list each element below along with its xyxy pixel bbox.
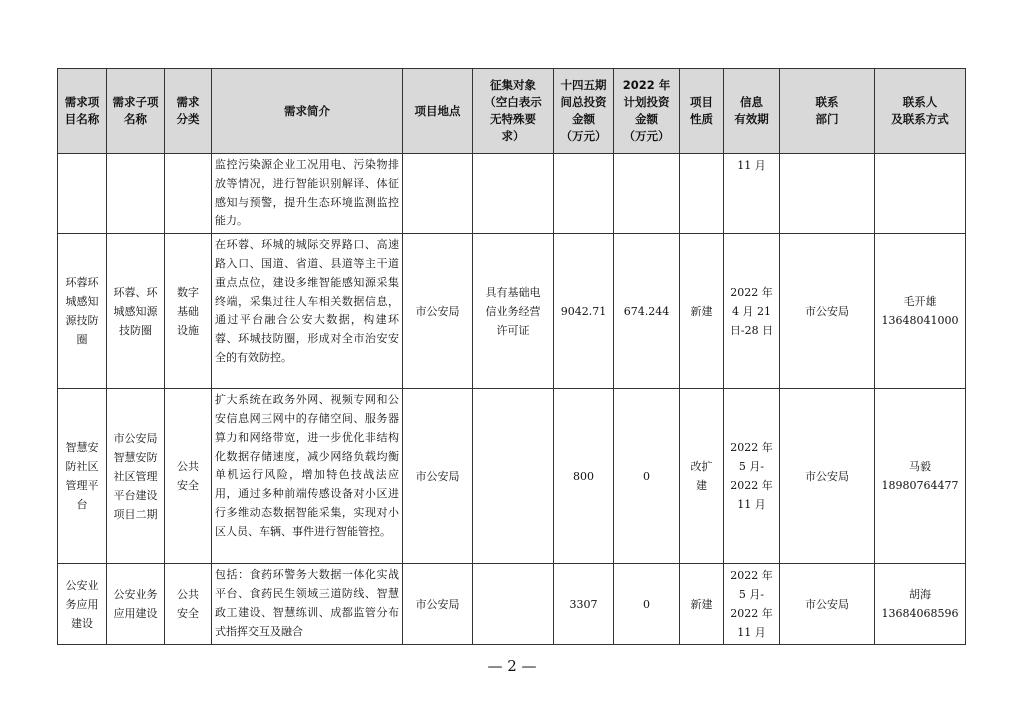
cell-contact: 马毅 18980764477: [875, 389, 966, 564]
cell-category: 数字 基础 设施: [165, 234, 212, 389]
cell-plan: [614, 154, 680, 234]
cell-target: [473, 154, 554, 234]
cell-location: 市公安局: [403, 564, 473, 645]
cell-sub: 环蓉、环 城感知源 技防圈: [107, 234, 165, 389]
cell-sub: 公安业务 应用建设: [107, 564, 165, 645]
cell-target: [473, 564, 554, 645]
table-row: [58, 389, 966, 564]
cell-validity: 2022 年 5 月- 2022 年 11 月: [724, 564, 780, 645]
cell-validity: 2022 年 5 月- 2022 年 11 月: [724, 389, 780, 564]
cell-nature: 新建: [680, 234, 724, 389]
cell-nature: [680, 154, 724, 234]
cell-name: 环蓉环 城感知 源技防 圈: [58, 234, 107, 389]
cell-contact: 毛开雄 13648041000: [875, 234, 966, 389]
cell-plan: 0: [614, 564, 680, 645]
table-header-row: [58, 69, 966, 154]
cell-contact: 胡海 13684068596: [875, 564, 966, 645]
cell-description: 在环蓉、环城的城际交界路口、高速路入口、国道、省道、县道等主干道重点点位，建设多维智能感知源采集终端，采集过往人车相关数据信息，通过平台融合公安大数据，构建环蓉、环城技防圈，形成对全市治安安全的有效防控。: [212, 234, 403, 389]
cell-total: 800: [554, 389, 614, 564]
cell-nature: 新建: [680, 564, 724, 645]
cell-sub: [107, 154, 165, 234]
table-row: [58, 234, 966, 389]
cell-name: [58, 154, 107, 234]
cell-name: 公安业 务应用 建设: [58, 564, 107, 645]
header-total-investment: 十四五期 间总投资 金额 （万元）: [554, 69, 614, 154]
cell-plan: 674.244: [614, 234, 680, 389]
header-project-name: 需求项 目名称: [58, 69, 107, 154]
header-nature: 项目 性质: [680, 69, 724, 154]
header-department: 联系 部门: [780, 69, 875, 154]
header-location: 项目地点: [403, 69, 473, 154]
cell-location: 市公安局: [403, 234, 473, 389]
cell-total: [554, 154, 614, 234]
cell-department: [780, 154, 875, 234]
cell-location: [403, 154, 473, 234]
cell-location: 市公安局: [403, 389, 473, 564]
cell-department: 市公安局: [780, 389, 875, 564]
header-description: 需求简介: [212, 69, 403, 154]
table-row: [58, 154, 966, 234]
cell-validity: 2022 年 4 月 21 日-28 日: [724, 234, 780, 389]
cell-target: 具有基础电 信业务经营 许可证: [473, 234, 554, 389]
cell-target: [473, 389, 554, 564]
cell-total: 3307: [554, 564, 614, 645]
header-category: 需求 分类: [165, 69, 212, 154]
cell-description: 监控污染源企业工况用电、污染物排放等情况，进行智能识别解译、体征感知与预警，提升生态环境监测监控能力。: [212, 154, 403, 234]
cell-sub: 市公安局 智慧安防 社区管理 平台建设 项目二期: [107, 389, 165, 564]
page-number: — 2 —: [487, 657, 537, 675]
table-row: [58, 564, 966, 645]
header-target: 征集对象 （空白表示 无特殊要 求）: [473, 69, 554, 154]
cell-nature: 改扩 建: [680, 389, 724, 564]
header-sub-item: 需求子项 名称: [107, 69, 165, 154]
cell-category: [165, 154, 212, 234]
cell-category: 公共 安全: [165, 389, 212, 564]
cell-department: 市公安局: [780, 234, 875, 389]
cell-description: 扩大系统在政务外网、视频专网和公安信息网三网中的存储空间、服务器算力和网络带宽，进一步优化非结构化数据存储速度，减少网络负载均衡单机运行风险，增加特色技战法应用，通过多种前端传感设备对小区进行多维动态数据智能采集，实现对小区人员、车辆、事件进行智能管控。: [212, 389, 403, 564]
header-validity: 信息 有效期: [724, 69, 780, 154]
requirements-table: [57, 68, 966, 645]
header-plan-investment: 2022 年 计划投资 金额 （万元）: [614, 69, 680, 154]
header-contact: 联系人 及联系方式: [875, 69, 966, 154]
cell-validity: 11 月: [724, 154, 780, 234]
cell-plan: 0: [614, 389, 680, 564]
cell-contact: [875, 154, 966, 234]
cell-name: 智慧安 防社区 管理平 台: [58, 389, 107, 564]
cell-category: 公共 安全: [165, 564, 212, 645]
cell-description: 包括：食药环警务大数据一体化实战平台、食药民生领域三道防线、智慧政工建设、智慧练训、成都监管分布式指挥交互及融合: [212, 564, 403, 645]
cell-department: 市公安局: [780, 564, 875, 645]
cell-total: 9042.71: [554, 234, 614, 389]
